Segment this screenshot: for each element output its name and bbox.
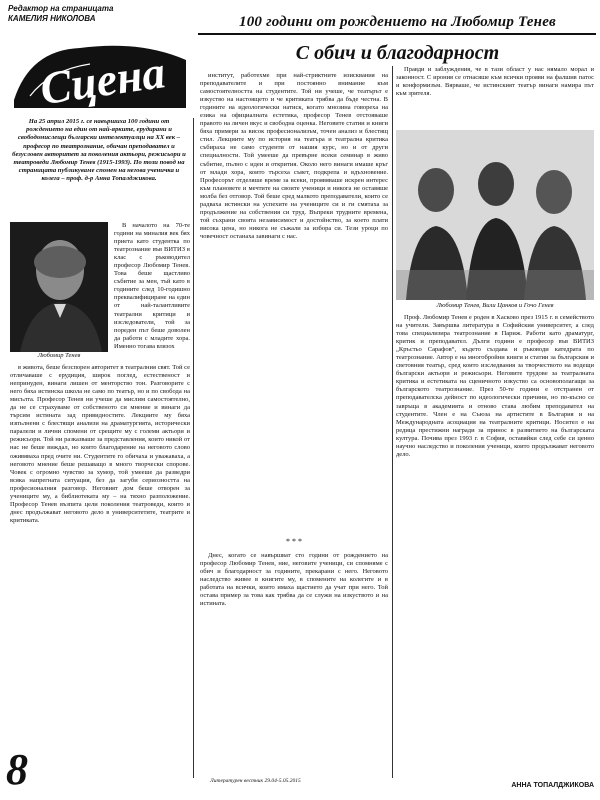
- column2-paragraph: институт, работехме при най-стриктните изисквания на преподавателите и при постоянно внимание към самостоятелността на студентите. Той ни учеше, че театърът е изкуство на настоящето и че критиката трябва да бъде честна. В годините на идеологически натиск, когато мнозина говореха на езика на официалната естетика, професор Тенев отстояваше правото на личен вкус и свободна оценка. Неговите статии и книги бяха примери за висок професионализъм, точен анализ и блестящ стил. Лекциите му по история на театъра и театрална критика събираха не само студенти от нашия курс, но и от други специалности. Той умееше да превърне всеки семинар в живо събитие, пълно с идеи и открития. Около него винаги имаше кръг от млади хора, които търсеха съвет, подкрепа и вдъхновение. Професорът отделяше време за всеки, проявяваше искрен интерес към плановете и мечтите на своите ученици и никога не оставяше молба без отговор. Той беше сред малкото преподаватели, които се радваха истински на успехите на учениците си и ги смятаха за продължение на собствения си труд. Въпреки трудните времена, той съхрани своята независимост и достойнство, за което плати висока цена, но никога не съжали за избора си. Тези уроци по човечност останаха завинаги с нас.: [200, 72, 388, 240]
- column1-side-text: [114, 222, 190, 354]
- article-author: АННА ТОПАЛДЖИКОВА: [511, 782, 594, 789]
- stage-logo-graphic: [10, 30, 190, 110]
- group-photo-graphic: [396, 130, 594, 300]
- column3-bottom-paragraph: Проф. Любомир Тенев е роден в Хасково през 1915 г. в семейството на учители. Завършва литература в Софийския университет, а след това специализира театрознание в Париж. Работи като драматург, критик и преподавател. Дълги години е професор във ВИТИЗ „Кръстьо Сарафов“, където създава и ръководи катедрата по театрознание. Автор е на многобройни книги и статии за българския и световния театър, сред които изследвания за творчеството на водещи български актьори и режисьори. Неговите трудове за театралната критика и естетиката на сценичното изкуство са основополагащи за българското театрознание. През 50-те години е отстранен от преподавателска дейност по идеологически причини, но по-късно се завръща в академията и отново става любим преподавател на студентите. Член е на Съюза на артистите в България и на Международната асоциация на театралните критици. Носител е на редица престижни награди за принос в развитието на българската култура. Почива през 1993 г. в София, оставяйки след себе си ценно научно наследство и поколения ученици, които продължават неговото дело.: [396, 314, 594, 458]
- column1-side-paragraph: В началото на 70-те години на миналия век бях приета като студентка по театрознание във ВИТИЗ в клас с ръководител професор Любомир Тенев. Това беше щастливо събитие за мен, тъй като в годините след 10-годишно преквалифициране на един от най-талантливите театрални критици и изследователи, той за пореден път беше доволен да работи с младите хора. Именно тогава влязох: [114, 222, 190, 350]
- group-photo: [396, 130, 594, 300]
- section-logo: [10, 30, 190, 110]
- column2-bottom-text: [200, 552, 388, 611]
- section-logo-text: Сцена: [37, 46, 169, 110]
- dateline: Литературен вестник 29.04-5.05.2015: [210, 778, 301, 784]
- editor-name: КАМЕЛИЯ НИКОЛОВА: [8, 14, 96, 23]
- editor-label: Редактор на страницата: [8, 4, 114, 13]
- group-photo-caption: Любомир Тенев, Вили Цанков и Гочо Генев: [436, 302, 554, 309]
- column-divider-2: [392, 66, 393, 778]
- section-separator: * * *: [286, 537, 302, 546]
- header-rule: [198, 33, 596, 35]
- portrait-photo: [10, 222, 108, 352]
- column1-body-text: [10, 364, 190, 528]
- portrait-photo-graphic: [10, 222, 108, 352]
- column3-top-paragraph: Правди и заблуждения, че в тази област у нас нямало морал и законност. С ирония се отнасяше към всички прояви на фалшив патос и конформизъм. Вярваше, че истинският театър винаги намира път към зрителя.: [396, 66, 594, 98]
- page-editor-credit: [8, 4, 188, 24]
- column3-top-text: [396, 66, 594, 101]
- portrait-caption: Любомир Тенев: [37, 352, 81, 359]
- article-title: С обич и благодарност: [295, 42, 500, 64]
- kicker-headline: 100 години от рождението на Любомир Тенев: [239, 14, 556, 30]
- column2-text: [200, 72, 388, 244]
- column1-body-paragraph: в живота, беше безспорен авторитет в театралния свят. Той се отличаваше с ерудиция, широк поглед, естественост и непринуден, винаги лишен от менторство тон. Разговорите с него бяха истинска школа не само по театър, но и по свобода на мисълта. Професор Тенев ни учеше да мислим самостоятелно, да не се страхуваме от собственото си мнение и винаги да търсим истината зад привидностите. Лекциите му бяха изпълнени с блестящи анализи на драматургията, исторически паралели и лични спомени от срещите му с големи актьори и режисьори. Той ни разказваше за представления, които никой от нас не беше виждал, но които благодарение на неговото слово оживяваха пред очите ни. Студентите го обичаха и уважаваха, а неговото мнение беше решаващо в много творчески спорове. Човек с огромно чувство за хумор, той умееше да разведри всяка напрегната ситуация, без да загуби сериозността на професионалния разговор. Неговият дом беше отворен за учениците му, а библиотеката му – на тяхно разположение. Професор Тенев възпита цели поколения театроведи, които и днес продължават неговото дело в университетите, театрите и критиката.: [10, 364, 190, 524]
- column2-bottom-paragraph: Днес, когато се навършват сто години от рождението на професор Любомир Тенев, ние, неговите ученици, си спомняме с обич и благодарност за годините, прекарани с него. Неговото наследство живее в книгите му, в спомените на колегите и в работата на всички, които имаха щастието да учат при него. Той остава пример за това как трябва да се служи на изкуството и на истината.: [200, 552, 388, 608]
- column-divider-1: [193, 118, 194, 778]
- article-intro: На 25 април 2015 г. се навършиха 100 години от рождението на един от най-ярките, ерудирани и свободомислещи български интелектуалци на XX век – професор по театрознание, обичан преподавател и безусловен авторитет за поколения актьори, режисьори и театроведи Любомир Тенев (1915-1993). По този повод на страницата публикуваме спомен на негова ученичка и колега – проф. д-р Анна Топалджикова.: [12, 118, 186, 183]
- page-number: 8: [6, 745, 28, 794]
- column3-bottom-text: [396, 314, 594, 462]
